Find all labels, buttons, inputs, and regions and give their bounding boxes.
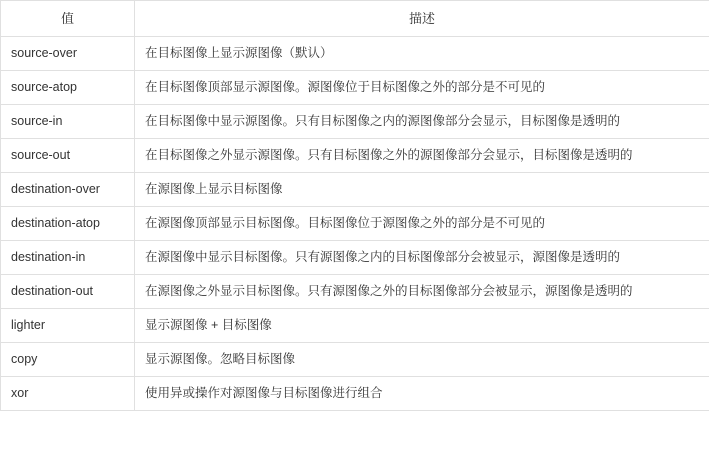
column-header-value: 值 [1,1,135,37]
table-row [1,71,709,105]
cell-value: source-in [1,105,135,139]
cell-description: 在目标图像顶部显示源图像。源图像位于目标图像之外的部分是不可见的 [135,71,709,105]
cell-description: 显示源图像。忽略目标图像 [135,343,709,377]
cell-value: destination-out [1,275,135,309]
table-row [1,207,709,241]
cell-value: xor [1,377,135,411]
cell-value: source-out [1,139,135,173]
table-row [1,139,709,173]
cell-description: 在源图像顶部显示目标图像。目标图像位于源图像之外的部分是不可见的 [135,207,709,241]
cell-value: destination-atop [1,207,135,241]
table-row [1,309,709,343]
cell-description: 在目标图像中显示源图像。只有目标图像之内的源图像部分会显示，目标图像是透明的 [135,105,709,139]
cell-value: destination-in [1,241,135,275]
cell-value: source-over [1,37,135,71]
cell-description: 在源图像之外显示目标图像。只有源图像之外的目标图像部分会被显示，源图像是透明的 [135,275,709,309]
table-row [1,37,709,71]
cell-description: 在目标图像之外显示源图像。只有目标图像之外的源图像部分会显示，目标图像是透明的 [135,139,709,173]
cell-description: 在源图像上显示目标图像 [135,173,709,207]
table-header-row [1,1,709,37]
cell-description: 在目标图像上显示源图像（默认） [135,37,709,71]
table-row [1,241,709,275]
table-row [1,343,709,377]
table-header [1,1,709,37]
table-row [1,377,709,411]
cell-description: 使用异或操作对源图像与目标图像进行组合 [135,377,709,411]
cell-value: source-atop [1,71,135,105]
cell-value: copy [1,343,135,377]
table-body [1,37,709,411]
cell-value: destination-over [1,173,135,207]
cell-value: lighter [1,309,135,343]
table-row [1,275,709,309]
cell-description: 显示源图像 + 目标图像 [135,309,709,343]
column-header-description: 描述 [135,1,709,37]
table-row [1,173,709,207]
cell-description: 在源图像中显示目标图像。只有源图像之内的目标图像部分会被显示，源图像是透明的 [135,241,709,275]
table-row [1,105,709,139]
